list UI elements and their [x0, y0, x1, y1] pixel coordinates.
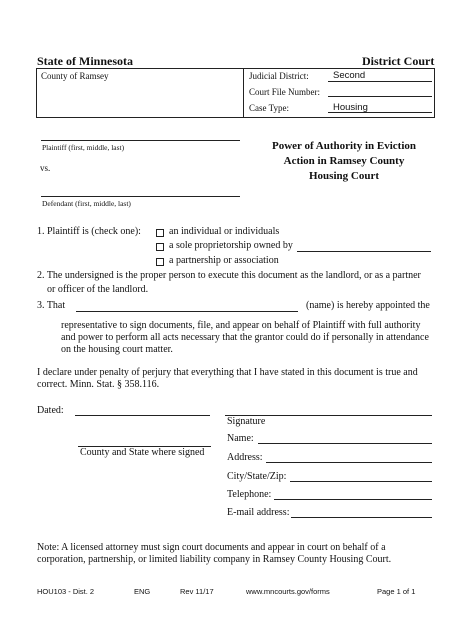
item3-suffix: (name) is hereby appointed the	[306, 300, 430, 311]
partnership-checkbox[interactable]	[156, 258, 164, 266]
court-file-label: Court File Number:	[249, 87, 320, 97]
case-type-line	[328, 112, 432, 113]
item3-line-1: representative to sign documents, file, and appear on behalf of Plaintiff with full authority	[61, 320, 421, 331]
plaintiff-line[interactable]	[41, 140, 240, 141]
county-state-caption: County and State where signed	[80, 447, 205, 458]
footer-language: ENG	[134, 587, 151, 596]
judicial-district-value[interactable]: Second	[333, 70, 366, 81]
footer-form-id: HOU103 - Dist. 2	[37, 587, 95, 596]
individual-checkbox[interactable]	[156, 229, 164, 237]
defendant-caption: Defendant (first, middle, last)	[42, 199, 131, 208]
plaintiff-caption: Plaintiff (first, middle, last)	[42, 143, 125, 152]
address-label: Address:	[227, 452, 263, 463]
sole-proprietorship-checkbox[interactable]	[156, 243, 164, 251]
representative-name-line[interactable]	[76, 311, 298, 312]
dated-line[interactable]	[75, 415, 210, 416]
telephone-label: Telephone:	[227, 489, 272, 500]
item1-label: 1. Plaintiff is (check one):	[37, 226, 141, 237]
city-state-zip-line[interactable]	[290, 481, 432, 482]
court-file-line	[328, 96, 432, 97]
judicial-district-line	[328, 81, 432, 82]
court-heading: District Court	[362, 54, 435, 68]
note-line-1: Note: A licensed attorney must sign court documents and appear in court on behalf of a	[37, 542, 386, 553]
sole-proprietor-name-line[interactable]	[297, 251, 431, 252]
footer-page-number: Page 1 of 1	[377, 587, 416, 596]
individual-option-label: an individual or individuals	[169, 226, 280, 237]
document-title	[244, 139, 444, 184]
case-type-value[interactable]: Housing	[333, 102, 368, 113]
title-line-2: Action in Ramsey County	[283, 155, 405, 167]
name-label: Name:	[227, 433, 254, 444]
item2-line-2: or officer of the landlord.	[47, 284, 149, 295]
item2-line-1: 2. The undersigned is the proper person to execute this document as the landlord, or as a partner	[37, 270, 421, 281]
judicial-district-label: Judicial District:	[249, 71, 309, 81]
declaration-line-2: correct. Minn. Stat. § 358.116.	[37, 379, 160, 390]
note-line-2: corporation, partnership, or limited liability company in Ramsey County Housing Court.	[37, 554, 392, 565]
sole-proprietorship-option-label: a sole proprietorship owned by	[169, 240, 293, 251]
partnership-option-label: a partnership or association	[169, 255, 279, 266]
item3-prefix: 3. That	[37, 300, 66, 311]
footer-url: www.mncourts.gov/forms	[246, 587, 330, 596]
dated-label: Dated:	[37, 405, 64, 416]
state-heading: State of Minnesota	[37, 54, 133, 68]
footer-revision: Rev 11/17	[180, 587, 214, 596]
address-line[interactable]	[266, 462, 432, 463]
vs-label: vs.	[40, 163, 51, 173]
name-line[interactable]	[258, 443, 432, 444]
item3-line-3: on the housing court matter.	[61, 344, 173, 355]
title-line-3: Housing Court	[309, 170, 379, 182]
telephone-line[interactable]	[274, 499, 432, 500]
city-state-zip-label: City/State/Zip:	[227, 471, 287, 482]
county-label: County of Ramsey	[41, 71, 109, 81]
item3-line-2: and power to perform all acts necessary that the grantor could do if personally in attendance	[61, 332, 429, 343]
email-line[interactable]	[291, 517, 432, 518]
declaration-line-1: I declare under penalty of perjury that everything that I have stated in this document is true and	[37, 367, 418, 378]
email-label: E-mail address:	[227, 507, 290, 518]
case-type-label: Case Type:	[249, 103, 289, 113]
defendant-line[interactable]	[41, 196, 240, 197]
title-line-1: Power of Authority in Eviction	[271, 140, 416, 152]
signature-caption: Signature	[227, 416, 266, 427]
caption-divider	[243, 68, 244, 118]
